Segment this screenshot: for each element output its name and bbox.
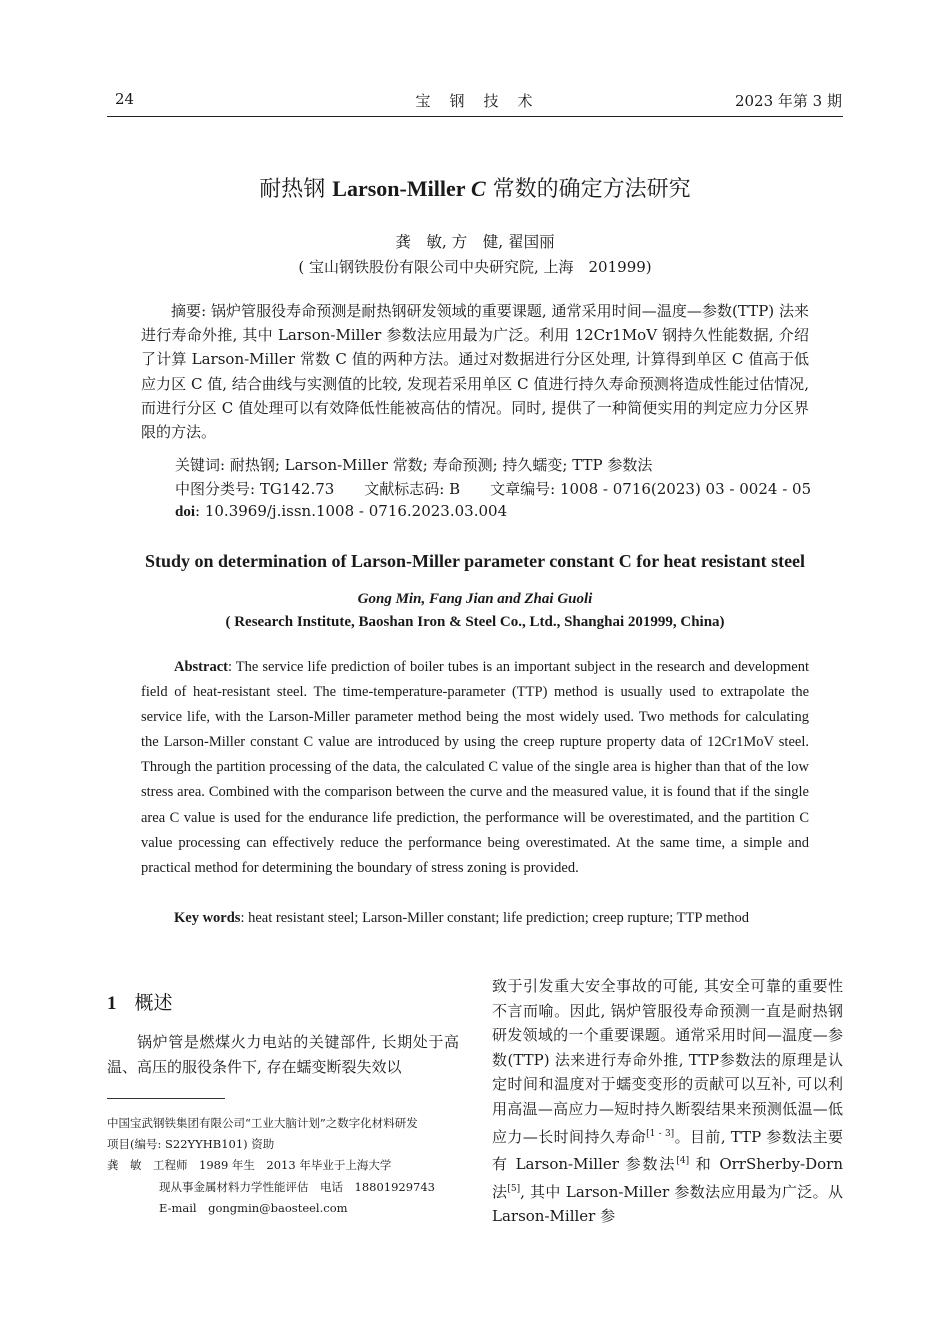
abstract-en: Abstract: The service life prediction of boiler tubes is an important subject in the research and development field of heat-resistant steel. The time-temperature-parameter (TTP) method is usually used to extrapolate the service life, with the Larson-Miller parameter method being the most widely used. Two methods for calculating the Larson-Miller constant C value are introduced by using the creep rupture property data of 12Cr1MoV steel. Through the partition processing of the data, the calculated C value of the single area is higher than that of the low stress area. Combined with the comparison between the curve and the measured value, it is found that if the single area C value is used for the endurance life prediction, the performance will be overestimated, and the partition C value processing can effectively reduce the performance being overestimated. At the same time, a simple and practical method for determining the boundary of stress zoning is provided. [141,659,809,876]
english-authors: Gong Min, Fang Jian and Zhai Guoli [357,591,593,607]
section1-left-text: 锅炉管是燃煤火力电站的关键部件, 长期处于高温、高压的服役条件下, 存在蠕变断裂失效以 [107,1033,459,1076]
keywords-en: Key words: heat resistant steel; Larson-Miller constant; life prediction; creep rupture; TTP method [174,910,750,926]
footnote-rule [107,1098,225,1099]
footnote-funding-1: 中国宝武钢铁集团有限公司“工业大脑计划”之数字化材料研发 [107,1116,418,1130]
header-rule [107,116,843,117]
authors: 龚 敏, 方 健, 翟国丽 [395,233,555,251]
journal-name: 宝 钢 技 术 [415,92,535,110]
abstract-cn: 摘要: 锅炉管服役寿命预测是耐热钢研发领域的重要课题, 通常采用时间—温度—参数(TTP) 法来进行寿命外推, 其中 Larson-Miller 参数法应用最为广泛。利用 12Cr1MoV 钢持久性能数据, 介绍了计算 Larson-Miller 常数 C 值的两种方法。通过对数据进行分区处理, 计算得到单区 C 值高于低应力区 C 值, 结合曲线与实测值的比较, 发现若采用单区 C 值进行持久寿命预测将造成性能过估情况, 而进行分区 C 值处理可以有效降低性能被高估的情况。同时, 提供了一种简便实用的判定应力分区界限的方法。 [141,302,809,442]
issue-label: 2023 年第 3 期 [734,92,842,110]
footnote-author: 龚 敏 工程师 1989 年生 2013 年毕业于上海大学 [107,1158,392,1172]
footnote-contact: 现从事金属材料力学性能评估 电话 18801929743 [159,1180,435,1194]
paper-title: 耐热钢 Larson-Miller C 常数的确定方法研究 [259,176,691,202]
section1-right-text: 致于引发重大安全事故的可能, 其安全可靠的重要性不言而喻。因此, 锅炉管服役寿命预测一直是耐热钢研发领域的一个重要课题。通常采用时间—温度—参数(TTP) 法来进行寿命外推, TTP参数法的原理是认定时间和温度对于蠕变变形的贡献可以互补, 可以利用高温—高应力—短时持久断裂结果来预测低温—低应力—长时间持久寿命[1 - 3]。目前, TTP 参数法主要有 Larson-Miller 参数法[4] 和 OrrSherby-Dorn 法[5], 其中 Larson-Miller 参数法应用最为广泛。从 Larson-Miller 参 [492,977,843,1226]
page-number: 24 [115,90,135,108]
section-heading: 1 概述 [107,992,173,1014]
english-affiliation: ( Research Institute, Baoshan Iron & Steel Co., Ltd., Shanghai 201999, China) [225,614,725,630]
keywords-cn: 关键词: 耐热钢; Larson-Miller 常数; 寿命预测; 持久蠕变; TTP 参数法 [175,456,653,474]
classification-line: 中图分类号: TG142.73 文献标志码: B 文章编号: 1008 - 0716(2023) 03 - 0024 - 05 [175,480,812,498]
doi-line: doi: 10.3969/j.issn.1008 - 0716.2023.03.004 [175,502,508,520]
affiliation: ( 宝山钢铁股份有限公司中央研究院, 上海 201999) [298,258,652,276]
footnote-email: E-mail gongmin@baosteel.com [159,1201,348,1215]
english-title: Study on determination of Larson-Miller parameter constant C for heat resistant steel [144,551,806,571]
footnote-funding-2: 项目(编号: S22YYHB101) 资助 [107,1137,275,1151]
